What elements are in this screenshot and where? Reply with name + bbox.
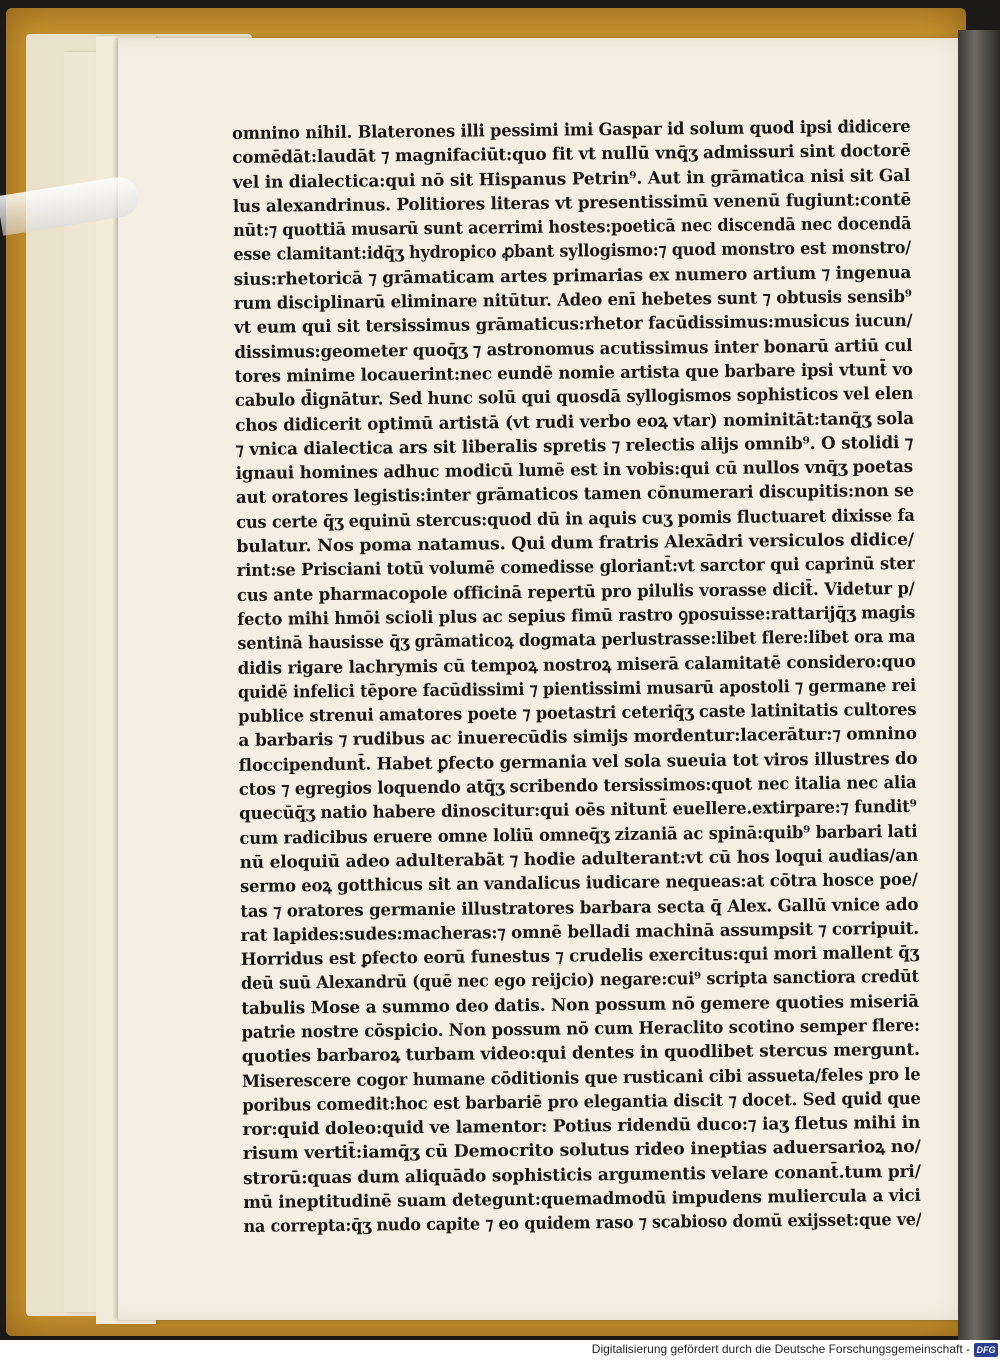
text-line: na correpta:q̄ʒ nudo capite ⁊ eo quidem raso ⁊ scabioso domū exijsset:que ve/ <box>243 1210 922 1238</box>
text-line: tas ⁊ oratores germanie illustratores barbara secta q̄ Alex. Gallū vnice ado <box>240 894 919 922</box>
text-line: ror:quid doleo:quid ve lamentor: Potius ridendū duco:⁊ iaʒ fletus mihi in <box>242 1113 921 1141</box>
text-line: esse clamitant:idq̄ʒ hydropico ꝓbant syllogismo:⁊ quod monstro est monstro/ <box>233 238 912 266</box>
text-line: deū suū Alexandrū (quē nec ego reijcio) negare:cui⁹ scripta sanctiora credūt <box>240 967 919 995</box>
text-line: omnino nihil. Blaterones illi pessimi imi Gaspar id solum quod ipsi didicere <box>232 116 911 144</box>
text-line: vel in dialectica:qui nō sit Hispanus Petrin⁹. Aut in grāmatica nisi sit Gal <box>232 165 911 193</box>
text-line: bulatur. Nos poma natamus. Qui dum fratris Alexādri versiculos didice/ <box>236 529 915 558</box>
text-line: quidē infelici tēpore facūdissimi ⁊ pientissimi musarū apostoli ⁊ germane rei <box>237 675 917 703</box>
text-line: cum radicibus eruere omne loliū omneq̄ʒ zizaniā ac spinā:quib⁹ barbari lati <box>239 821 918 849</box>
text-line: nūt:⁊ quottiā musarū sunt acerrimi hostes:poeticā nec discendā nec docendā <box>233 214 912 242</box>
text-line: risum vertit̄:iamq̄ʒ cū Democrito solutus rideo ineptias aduersarioꝝ no/ <box>242 1137 921 1165</box>
text-line: fecto mihi hmōi scioli plus ac sepius fimū rastro ꝯposuisse:rattarijq̄ʒ magis <box>237 602 916 630</box>
text-line: strorū:quas dum aliquādo sophisticis argumentis velare conant̄.tum pri/ <box>242 1161 921 1189</box>
text-line: ⁊ vnica dialectica ars sit liberalis spretis ⁊ relectis alijs omnib⁹. O stolidi ⁊ <box>235 432 914 460</box>
text-line: nū eloquiū adeo adulterabāt ⁊ hodie adulterant:vt cū hos loqui audias/an <box>239 845 919 873</box>
text-line: comēdāt:laudāt ⁊ magnifaciūt:quo fit vt nullū vnq̄ʒ admissuri sint doctorē <box>232 141 911 169</box>
text-line: vt eum qui sit tersissimus grāmaticus:rhetor facūdissimus:musicus iucun/ <box>234 311 913 339</box>
text-line: sius:rhetoricā ⁊ grāmaticam artes primarias ex numero artium ⁊ ingenua <box>233 262 912 290</box>
text-line: didis rigare lachrymis cū tempoꝝ nostroꝝ miserā calamitatē considero:quo <box>237 651 916 679</box>
text-line: rat lapides:sudes:macheras:⁊ omnē belladi machinā assumpsit ⁊ corripuit. <box>240 918 919 946</box>
text-line: tores minime locauerint:nec eundē nomie artista que barbare ipsi vtunt̄ vo <box>234 359 913 387</box>
text-line: Horridus est ꝑfecto eorū funestus ⁊ crudelis exercitus:qui mori mallent q̄ʒ <box>240 942 920 971</box>
text-line: poribus comedit:hoc est barbariē pro elegantia discit ⁊ docet. Sed quid que <box>242 1088 921 1116</box>
text-line: floccipendunt̄. Habet ꝑfecto germania vel sola sueuia tot viros illustres do <box>238 748 918 776</box>
text-line: cus ante pharmacopole officinā repertū pro pilulis vorasse dicit̄. Videtur p/ <box>236 578 915 606</box>
funding-notice: Digitalisierung gefördert durch die Deutsche Forschungsgemeinschaft - <box>591 1342 970 1356</box>
text-line: sentinā hausisse q̄ʒ grāmaticoꝝ dogmata perlustrasse:libet flere:libet ora ma <box>237 627 916 655</box>
dfg-logo: DFG <box>974 1343 998 1357</box>
text-line: publice strenui amatores poete ⁊ poetastri ceteriq̄ʒ caste latinitatis cultores <box>238 699 917 728</box>
text-line: quoties barbaroꝝ turbam video:qui dentes in quodlibet stercus mergunt. <box>241 1040 920 1068</box>
text-line: cabulo d̄ignātur. Sed hunc solū qui quosdā syllogismos sophisticos vel elen <box>234 384 913 412</box>
text-line: sermo eoꝝ gotthicus sit an vandalicus iudicare nequeas:at cōtra hosce poe/ <box>239 870 918 898</box>
text-line: chos didicerit optimū artistā (vt rudi verbo eoꝝ vtar) nominitāt:tanq̄ʒ sola <box>235 408 914 436</box>
text-line: tabulis Mose a summo deo datis. Non possum nō gemere quoties miseriā <box>241 991 919 1019</box>
footer-bar <box>0 1340 1000 1361</box>
text-line: lus alexandrinus. Politiores literas vt presentissimū venenū fugiunt:contē <box>232 189 911 217</box>
text-line: mū ineptitudinē suam detegunt:quemadmodū impudens muliercula a vici <box>243 1185 921 1214</box>
text-line: dissimus:geometer quoq̄ʒ ⁊ astronomus acutissimus inter bonarū artiū cul <box>234 335 913 363</box>
text-line: rint:se Prisciani totū volumē comedisse gloriant̄:vt sarctor qui caprinū ster <box>236 554 916 582</box>
text-line: a barbaris ⁊ rudibus ac inuerecūdis simijs mordentur:lacerātur:⁊ omnino <box>238 724 917 752</box>
text-line: ignaui homines adhuc modicū lumē est in vobis:qui cū nullos vnq̄ʒ poetas <box>235 457 914 485</box>
text-line: quecūq̄ʒ natio habere dinoscitur:qui oēs nitunt̄ euellere.extirpare:⁊ fundit⁹ <box>239 797 917 825</box>
text-line: aut oratores legistis:inter grāmaticos tamen cōnumerari discupitis:non se <box>235 481 914 509</box>
text-line: Miserescere cogor humane cōditionis que rusticani cibi assueta/feles pro le <box>241 1064 921 1092</box>
text-line: ctos ⁊ egregios loquendo atq̄ʒ scribendo tersissimos:quot nec italia nec alia <box>238 772 917 800</box>
printed-text-block <box>232 115 922 1240</box>
text-line: cus certe q̄ʒ equinū stercus:quod dū in aquis cuʒ pomis fluctuaret dixisse fa <box>236 505 915 533</box>
text-line: rum disciplinarū eliminare nitūtur. Adeo enī hebetes sunt ⁊ obtusis sensib⁹ <box>233 286 912 315</box>
text-line: patrie nostre cōspicio. Non possum nō cum Heraclito scotino semper flere: <box>241 1015 920 1043</box>
book-spine <box>958 30 1000 1340</box>
